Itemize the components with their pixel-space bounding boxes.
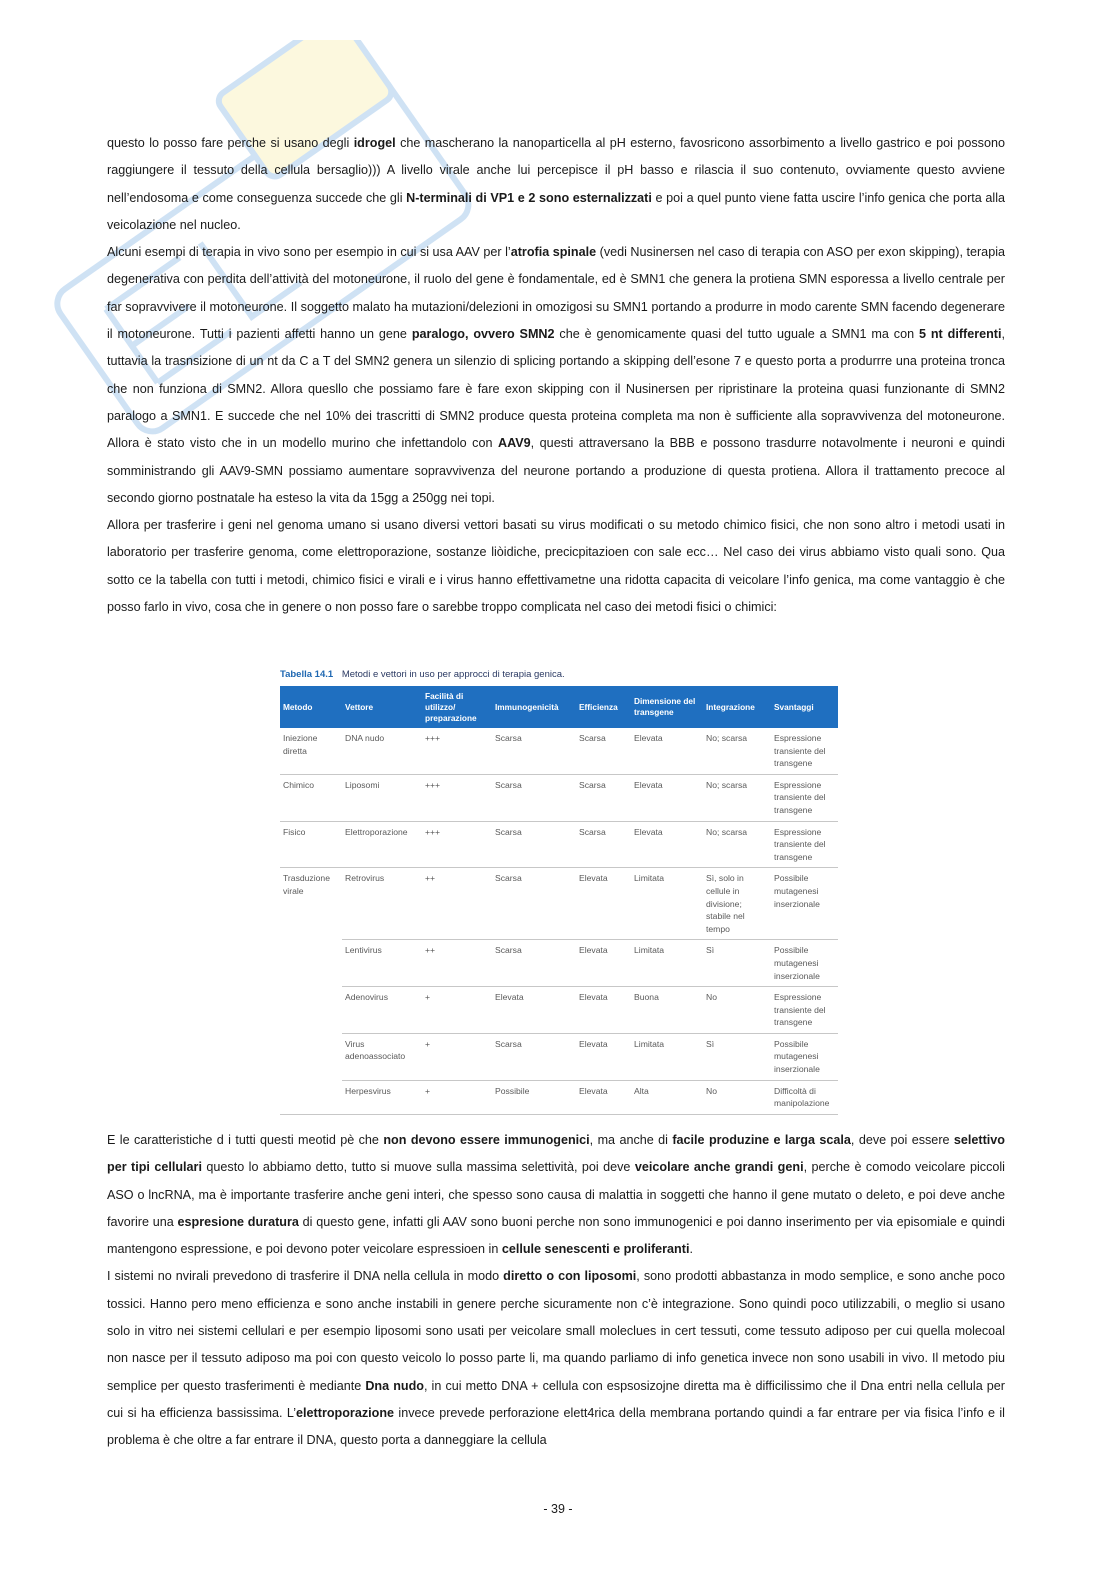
paragraph (107, 1127, 1005, 1263)
bold-run: cellule senescenti e proliferanti (501, 1242, 690, 1257)
bold-run: diretto o con liposomi (503, 1269, 637, 1284)
text-run: che è genomicamente quasi del tutto uguale a SMN1 ma con (554, 327, 919, 342)
text-run: Allora per trasferire i geni nel genoma umano si usano diversi vettori basati su virus modificati o su metodo chimico fisici, che non sono altro i metodi usati in laboratorio per trasferire genoma, come elettroporazione, sostanze liòidiche, precicpitazioen con sale ecc… Nel caso dei virus abbiamo visto quali sono. Qua sotto ce la tabella con tutti i metodi, chimico fisici e virali e i virus hanno effettivametne una ridotta capacita di veicolare l’info genica, ma come vantaggio è che posso farlo in vivo, cosa che in genere o non posso fare o sarebbe troppo complicata nel caso dei metodi fisici o chimici: (107, 518, 1005, 615)
table-row (280, 774, 838, 821)
table-cell: Espressione transiente del transgene (771, 821, 838, 868)
text-run: , tuttavia la trasnsizione di un nt da C a T del SMN2 genera un silenzio di splicing portando a skipping dell’esone 7 e questo porta a produrrre una proteina tronca che non funziona di SMN2. Allora quesllo che possiamo fare è fare exon skipping con il Nusinersen per ripristinare la proteina quasi funzionante di SMN2 paralogo a SMN1. E succede che nel 10% dei trascritti di SMN2 produce questa proteina completa ma non è sufficiente alla sopravvivenza del motoneurone. Allora è stato visto che in un modello murino che infettandolo con (107, 327, 1005, 451)
table-cell: Elevata (576, 940, 631, 987)
page-body-after-table (107, 1127, 1005, 1455)
table-cell: Iniezione diretta (280, 728, 342, 774)
table-cell (280, 1080, 342, 1114)
paragraph (107, 1263, 1005, 1454)
table-cell: Espressione transiente del transgene (771, 728, 838, 774)
text-run: , questi attraversano la BBB e possono trasdurre notavolmente i neuroni e quindi somministrando gli AAV9-SMN possiamo aumentare sopravvivenza del neurone portando a produzione di questa protiena. Allora il trattamento precoce al secondo giorno postnatale ha esteso la vita da 15gg a 250gg nei topi. (107, 436, 1005, 505)
table-cell: Difficoltà di manipolazione (771, 1080, 838, 1114)
paragraph (107, 130, 1005, 239)
table-cell: Trasduzione virale (283, 873, 330, 896)
table-cell (280, 940, 342, 987)
gene-therapy-table-container (280, 669, 840, 1115)
text-run: Alcuni esempi di terapia in vivo sono per esempio in cui si usa AAV per l’ (107, 245, 511, 260)
bold-run: N-terminali di VP1 e 2 sono esternalizzati (406, 190, 652, 205)
table-caption (280, 669, 840, 680)
table-cell: Sì, solo in cellule in divisione; stabile nel tempo (703, 868, 771, 940)
table-cell: Espressione transiente del transgene (771, 987, 838, 1034)
text-run: e poi a quel punto viene fatta uscire l’info genica che porta alla veicolazione nel nucleo. (107, 190, 1005, 232)
text-run: , perche è comodo veicolare piccoli ASO o lncRNA, ma è importante trasferire anche geni interi, che spesso sono causa di malattia in soggetti che hanno il gene mutato o deleto, e poi deve anche favorire una (107, 1160, 1005, 1229)
table-cell: Elevata (576, 1080, 631, 1114)
table-cell: Elevata (631, 821, 703, 868)
table-header-cell: Svantaggi (771, 686, 838, 728)
table-row (280, 821, 838, 868)
table-header-cell: Efficienza (576, 686, 631, 728)
table-cell: Scarsa (576, 728, 631, 774)
table-header-cell: Integrazione (703, 686, 771, 728)
table-cell: No; scarsa (703, 774, 771, 821)
table-cell: Espressione transiente del transgene (771, 774, 838, 821)
text-run: , sono prodotti abbastanza in modo semplice, e sono anche poco tossici. Hanno pero meno efficienza e sono anche instabili in genere perche sicuramente non c’è integrazione. Sono quindi poco utilizzabili, o meglio si usano solo in vitro nei sistemi cellulari e per esempio liposomi sono usati per veicolare small moleclues in cert tessuti, come tessuto adiposo per cui quella molecoal non nasce per il tessuto adiposo ma poi con questo veicolo lo posso parte li, ma quando parliamo di info genetica invece non sono usabili in vivo. Il metodo piu semplice per questo trasferimenti è mediante (107, 1269, 1005, 1393)
table-cell (280, 987, 342, 1034)
table-cell: Buona (631, 987, 703, 1034)
page-body (107, 130, 1005, 621)
text-run: , ma anche di (589, 1133, 673, 1147)
table-row (280, 1033, 838, 1080)
text-run: questo lo abbiamo detto, tutto si muove sulla massima selettività, poi deve (201, 1160, 635, 1175)
table-cell: + (422, 1033, 492, 1080)
bold-run: AAV9 (498, 436, 531, 451)
table-header-cell: Immunogenicità (492, 686, 576, 728)
bold-run: Dna nudo (365, 1378, 424, 1393)
table-cell: No (703, 987, 771, 1034)
table-cell: Elevata (631, 774, 703, 821)
paragraph (107, 239, 1005, 512)
table-cell: + (422, 987, 492, 1034)
table-cell: Scarsa (492, 940, 576, 987)
table-row (280, 987, 838, 1034)
table-cell: Possibile mutagenesi inserzionale (771, 1033, 838, 1080)
table-cell: Liposomi (342, 774, 422, 821)
table-cell: Scarsa (492, 1033, 576, 1080)
paragraph (107, 512, 1005, 621)
page-number: - 39 - (543, 1502, 573, 1516)
table-row (280, 868, 838, 940)
table-header-cell: Dimensione del transgene (631, 686, 703, 728)
table-cell: Herpesvirus (342, 1080, 422, 1114)
bold-run: 5 nt differenti (918, 327, 1002, 342)
table-cell: +++ (422, 728, 492, 774)
table-row (280, 1080, 838, 1114)
text-run: che mascherano la nanoparticella al pH esterno, favosricono assorbimento a livello gastrico e poi possono raggiungere il tessuto della cellula bersaglio))) A livello virale anche lui percepisce il pH basso e rilascia il suo contenuto, ovviamente questo avviene nell’endosoma e come conseguenza succede che gli (107, 136, 1005, 205)
table-body (280, 728, 838, 1114)
text-run: , deve poi essere (850, 1133, 954, 1147)
text-run: E le caratteristiche d i tutti questi meotid pè che (107, 1133, 384, 1147)
table-cell: Virus adenoassociato (342, 1033, 422, 1080)
table-caption-number: Tabella 14.1 (280, 669, 334, 680)
table-header-row (280, 686, 838, 728)
bold-run: paralogo, ovvero SMN2 (411, 327, 555, 342)
paragraphs-after-table (107, 1127, 1005, 1455)
table-cell: ++ (422, 868, 492, 940)
table-cell: Elevata (576, 1033, 631, 1080)
table-cell: Elettroporazione (342, 821, 422, 868)
table-cell: Scarsa (492, 728, 576, 774)
table-cell: Scarsa (492, 821, 576, 868)
text-run: . (689, 1242, 693, 1257)
table-cell: Alta (631, 1080, 703, 1114)
bold-run: espresione duratura (177, 1214, 299, 1229)
table-cell: +++ (422, 821, 492, 868)
text-run: (vedi Nusinersen nel caso di terapia con ASO per exon skipping), terapia degenerativa con perdita dell’attività del motoneurone, il ruolo del gene è fondamentale, ed è SMN1 che genera la protiena SMN esporessa a livello centrale per far sopravvivere il motoneurone. Il soggetto malato ha mutazioni/delezioni in omozigosi su SMN1 portando a produrre in modo carente SMN facendo degenerare il motoneurone. Tutti i pazienti affetti hanno un gene (107, 245, 1005, 342)
table-cell: No; scarsa (703, 821, 771, 868)
table-header-cell: Facilità di utilizzo/ preparazione (422, 686, 492, 728)
bold-run: elettroporazione (296, 1405, 395, 1420)
table-header-cell: Metodo (280, 686, 342, 728)
table-cell: Scarsa (492, 868, 576, 940)
table-cell: Chimico (280, 774, 342, 821)
paragraphs-before-table (107, 130, 1005, 621)
table-cell: Limitata (631, 940, 703, 987)
table-cell: Elevata (576, 868, 631, 940)
text-run: di questo gene, infatti gli AAV sono buoni perche non sono immunogenici e poi danno inserimento per via episomiale e quindi mantengono espressione, e poi devono poter veicolare espressioen in (107, 1214, 1005, 1257)
text-run: questo lo posso fare perche si usano degli (107, 136, 354, 150)
text-run: I sistemi no nvirali prevedono di trasferire il DNA nella cellula in modo (107, 1269, 504, 1284)
table-cell: Possibile (492, 1080, 576, 1114)
table-cell: Elevata (631, 728, 703, 774)
table-cell: Elevata (492, 987, 576, 1034)
table-cell: Fisico (280, 821, 342, 868)
bold-run: facile produzine e larga scala (672, 1133, 851, 1147)
text-run: invece prevede perforazione elett4rica della membrana portando quindi a far entrare per via fisica l’info e il problema è che oltre a far entrare il DNA, questo porta a danneggiare la cellula (107, 1405, 1005, 1448)
table-row (280, 940, 838, 987)
gene-therapy-table (280, 686, 838, 1115)
table-cell: Possibile mutagenesi inserzionale (771, 868, 838, 940)
text-run: , in cui metto DNA + cellula con espsosizojne diretta ma è difficilissimo che il Dna entri nella cellula per cui si ha efficienza bassissima. L’ (107, 1378, 1006, 1420)
bold-run: idrogel (353, 136, 396, 150)
bold-run: selettivo per tipi cellulari (107, 1133, 1006, 1175)
table-cell: Scarsa (492, 774, 576, 821)
table-cell: Sì (703, 940, 771, 987)
table-cell: ++ (422, 940, 492, 987)
table-cell: Limitata (631, 868, 703, 940)
table-row (280, 728, 838, 774)
table-cell: Scarsa (576, 821, 631, 868)
bold-run: non devono essere immunogenici (383, 1133, 590, 1147)
table-cell: Retrovirus (342, 868, 422, 940)
bold-run: atrofia spinale (510, 245, 597, 260)
table-cell: + (422, 1080, 492, 1114)
table-cell: No; scarsa (703, 728, 771, 774)
table-cell: Lentivirus (342, 940, 422, 987)
table-cell: Scarsa (576, 774, 631, 821)
table-caption-text: Metodi e vettori in uso per approcci di terapia genica. (341, 669, 565, 680)
table-cell: Elevata (576, 987, 631, 1034)
table-cell: No (703, 1080, 771, 1114)
table-cell: Limitata (631, 1033, 703, 1080)
bold-run: veicolare anche grandi geni (634, 1160, 804, 1175)
table-header-cell: Vettore (342, 686, 422, 728)
table-cell: +++ (422, 774, 492, 821)
table-cell: Possibile mutagenesi inserzionale (771, 940, 838, 987)
table-cell: DNA nudo (342, 728, 422, 774)
table-cell (280, 1033, 342, 1080)
table-cell: Sì (703, 1033, 771, 1080)
table-cell: Adenovirus (342, 987, 422, 1034)
